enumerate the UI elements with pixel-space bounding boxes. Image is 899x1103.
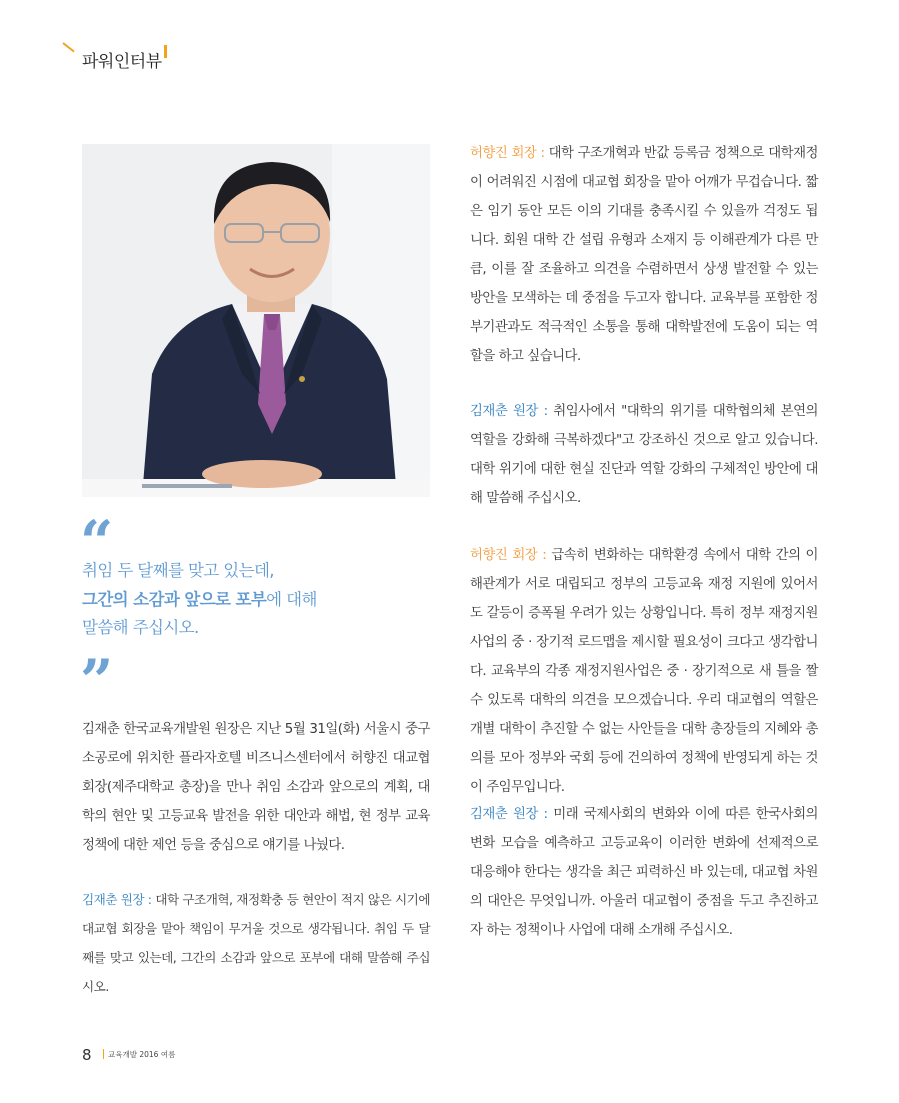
answer-text: 급속히 변화하는 대학환경 속에서 대학 간의 이해관계가 서로 대립되고 정부의 고등교육 재정 지원에 있어서도 갈등이 증폭될 우려가 있는 상황입니다. 특히 정부 재정지원사업의 중 · 장기적 로드맵을 제시할 필요성이 크다고 생각합니다. 교육부의 각종 재정지원사업은 중 · 장기적으로 새 틀을 짤 수 있도록 대학의 의견을 모으겠습니다. 우리 대교협의 역할은 개별 대학이 추진할 수 없는 사안들을 대학 총장들의 지혜와 총의를 모아 정부와 국회 등에 건의하여 정책에 반영되게 하는 것이 주임무입니다.	[470, 548, 818, 795]
pull-quote	[82, 557, 432, 643]
pull-quote-line-2	[82, 586, 432, 615]
header-accent-slash	[62, 42, 74, 52]
close-quote-icon: ”	[80, 647, 114, 715]
question-text: 취임사에서 "대학의 위기를 대학협의체 본연의 역할을 강화해 극복하겠다"고 강조하신 것으로 알고 있습니다. 대학 위기에 대한 현실 진단과 역할 강화의 구체적인 방안에 대해 말씀해 주십시오.	[470, 404, 818, 506]
open-quote-icon: “	[80, 508, 114, 576]
interview-photo	[82, 144, 430, 497]
speaker-label: 허향진 회장 :	[470, 548, 552, 563]
pull-quote-line-2-rest: 에 대해	[266, 589, 317, 609]
question-2	[470, 397, 818, 513]
speaker-label: 김재춘 원장 :	[82, 892, 156, 907]
title-accent-mark	[164, 45, 167, 58]
page-number: 8	[82, 1046, 92, 1064]
question-text: 미래 국제사회의 변화와 이에 따른 한국사회의 변화 모습을 예측하고 고등교육이 이러한 변화에 선제적으로 대응해야 한다는 생각을 최근 피력하신 바 있는데, 대교협 차원의 대안은 무엇입니까. 아울러 대교협이 중점을 두고 추진하고자 하는 정책이나 사업에 대해 소개해 주십시오.	[470, 807, 818, 938]
publication-name: 교육개발 2016 여름	[108, 1050, 176, 1059]
answer-2	[470, 541, 818, 802]
footer-divider	[103, 1049, 104, 1059]
speaker-label: 김재춘 원장 :	[470, 404, 554, 419]
question-3	[470, 800, 818, 945]
intro-paragraph: 김재춘 한국교육개발원 원장은 지난 5월 31일(화) 서울시 중구 소공로에 위치한 플라자호텔 비즈니스센터에서 허향진 대교협 회장(제주대학교 총장)을 만나 취임 소감과 앞으로의 계획, 대학의 현안 및 고등교육 발전을 위한 대안과 해법, 현 정부 교육정책에 대한 제언 등을 중심으로 얘기를 나눴다.	[82, 722, 430, 853]
speaker-label: 허향진 회장 :	[470, 146, 549, 161]
section-title: 파워인터뷰	[82, 52, 162, 72]
question-text: 대학 구조개혁, 재정확충 등 현안이 적지 않은 시기에 대교협 회장을 맡아 책임이 무거울 것으로 생각됩니다. 취임 두 달째를 맞고 있는데, 그간의 소감과 앞으로 포부에 대해 말씀해 주십시오.	[82, 892, 430, 994]
pull-quote-emphasis: 그간의 소감과 앞으로 포부	[82, 589, 267, 609]
question-1	[82, 885, 430, 1001]
portrait-illustration	[82, 144, 430, 497]
speaker-label: 김재춘 원장 :	[470, 807, 554, 822]
pull-quote-line-1: 취임 두 달째를 맞고 있는데,	[82, 561, 274, 580]
answer-text: 대학 구조개혁과 반값 등록금 정책으로 대학재정이 어려워진 시점에 대교협 회장을 맡아 어깨가 무겁습니다. 짧은 임기 동안 모든 이의 기대를 충족시킬 수 있을까 걱정도 됩니다. 회원 대학 간 설립 유형과 소재지 등 이해관계가 다른 만큼, 이를 잘 조율하고 의견을 수렴하면서 상생 발전할 수 있는 방안을 모색하는 데 중점을 두고자 합니다. 교육부를 포함한 정부기관과도 적극적인 소통을 통해 대학발전에 도움이 되는 역할을 하고 싶습니다.	[470, 146, 818, 364]
answer-1	[470, 139, 818, 371]
pull-quote-line-3: 말씀해 주십시오.	[82, 618, 199, 637]
